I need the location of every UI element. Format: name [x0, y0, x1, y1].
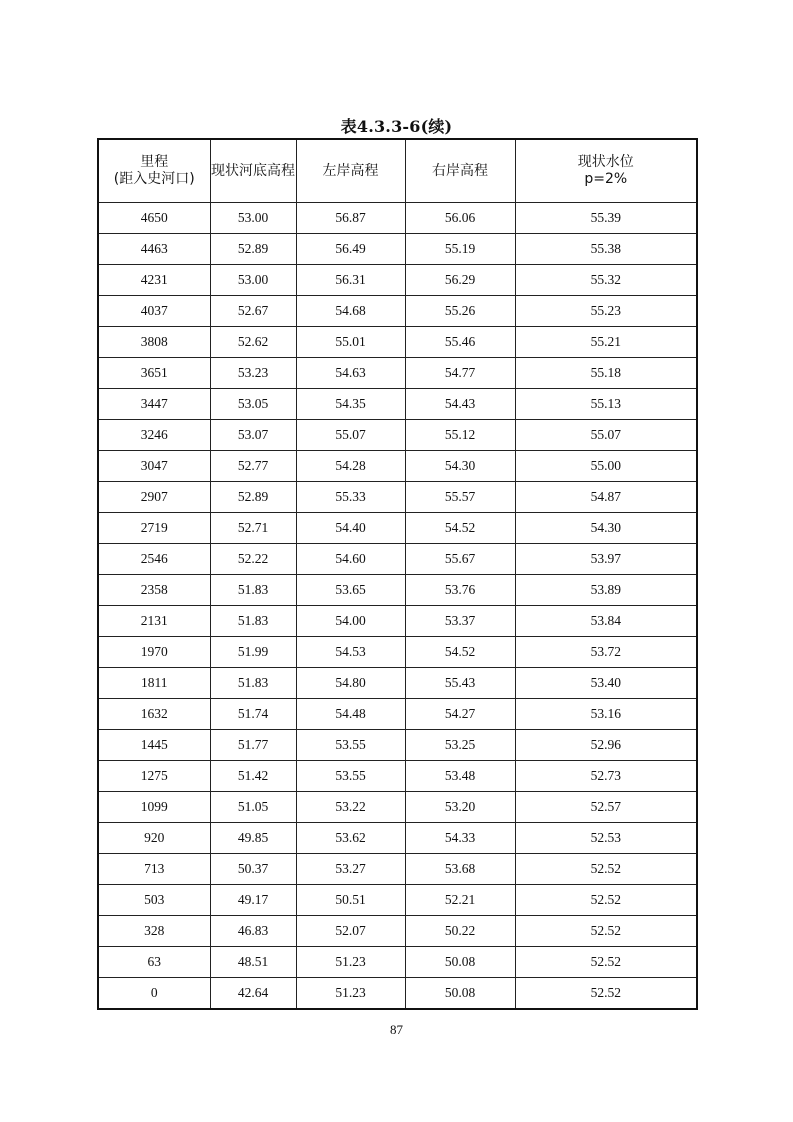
- cell-left-bank-elevation: 54.68: [296, 296, 405, 327]
- cell-water-level: 53.84: [515, 606, 697, 637]
- cell-riverbed-elevation: 53.00: [210, 203, 296, 234]
- cell-right-bank-elevation: 53.37: [405, 606, 515, 637]
- cell-riverbed-elevation: 46.83: [210, 916, 296, 947]
- cell-riverbed-elevation: 52.77: [210, 451, 296, 482]
- cell-water-level: 55.39: [515, 203, 697, 234]
- header-riverbed-elevation-label: 现状河底高程: [211, 162, 295, 179]
- cell-right-bank-elevation: 55.19: [405, 234, 515, 265]
- table-row: [98, 699, 697, 730]
- cell-left-bank-elevation: 54.60: [296, 544, 405, 575]
- cell-left-bank-elevation: 54.80: [296, 668, 405, 699]
- table-row: [98, 761, 697, 792]
- table-row: [98, 792, 697, 823]
- header-left-bank-elevation: [296, 139, 405, 203]
- cell-right-bank-elevation: 53.48: [405, 761, 515, 792]
- cell-right-bank-elevation: 55.12: [405, 420, 515, 451]
- cell-left-bank-elevation: 53.62: [296, 823, 405, 854]
- cell-left-bank-elevation: 56.31: [296, 265, 405, 296]
- cell-right-bank-elevation: 54.33: [405, 823, 515, 854]
- cell-riverbed-elevation: 51.77: [210, 730, 296, 761]
- cell-left-bank-elevation: 54.53: [296, 637, 405, 668]
- table-row: [98, 823, 697, 854]
- cell-mileage: 713: [98, 854, 210, 885]
- cell-mileage: 1275: [98, 761, 210, 792]
- cell-riverbed-elevation: 51.83: [210, 575, 296, 606]
- cell-right-bank-elevation: 50.08: [405, 978, 515, 1010]
- table-row: [98, 885, 697, 916]
- cell-mileage: 2358: [98, 575, 210, 606]
- cell-water-level: 52.53: [515, 823, 697, 854]
- cell-mileage: 0: [98, 978, 210, 1010]
- cell-left-bank-elevation: 56.87: [296, 203, 405, 234]
- table-row: [98, 482, 697, 513]
- cell-left-bank-elevation: 50.51: [296, 885, 405, 916]
- cell-water-level: 55.18: [515, 358, 697, 389]
- header-row: [98, 139, 697, 203]
- table-row: [98, 203, 697, 234]
- cell-mileage: 3246: [98, 420, 210, 451]
- cell-right-bank-elevation: 53.25: [405, 730, 515, 761]
- cell-left-bank-elevation: 54.35: [296, 389, 405, 420]
- cell-water-level: 52.52: [515, 978, 697, 1010]
- cell-mileage: 3808: [98, 327, 210, 358]
- cell-left-bank-elevation: 55.01: [296, 327, 405, 358]
- cell-right-bank-elevation: 55.26: [405, 296, 515, 327]
- table-row: [98, 575, 697, 606]
- cell-mileage: 2907: [98, 482, 210, 513]
- cell-right-bank-elevation: 54.30: [405, 451, 515, 482]
- page-number: 87: [390, 1022, 403, 1037]
- cell-right-bank-elevation: 53.20: [405, 792, 515, 823]
- table-row: [98, 637, 697, 668]
- cell-riverbed-elevation: 50.37: [210, 854, 296, 885]
- cell-riverbed-elevation: 52.62: [210, 327, 296, 358]
- cell-right-bank-elevation: 54.52: [405, 637, 515, 668]
- cell-riverbed-elevation: 51.42: [210, 761, 296, 792]
- cell-mileage: 920: [98, 823, 210, 854]
- cell-mileage: 4037: [98, 296, 210, 327]
- header-water-level-line2: p=2%: [584, 171, 628, 187]
- cell-mileage: 1099: [98, 792, 210, 823]
- cell-riverbed-elevation: 49.17: [210, 885, 296, 916]
- cell-right-bank-elevation: 56.29: [405, 265, 515, 296]
- cell-riverbed-elevation: 48.51: [210, 947, 296, 978]
- cell-left-bank-elevation: 55.33: [296, 482, 405, 513]
- cell-left-bank-elevation: 55.07: [296, 420, 405, 451]
- cell-riverbed-elevation: 53.00: [210, 265, 296, 296]
- cell-right-bank-elevation: 50.22: [405, 916, 515, 947]
- cell-right-bank-elevation: 52.21: [405, 885, 515, 916]
- cell-right-bank-elevation: 56.06: [405, 203, 515, 234]
- cell-water-level: 55.07: [515, 420, 697, 451]
- cell-riverbed-elevation: 52.22: [210, 544, 296, 575]
- table-row: [98, 668, 697, 699]
- cell-water-level: 53.16: [515, 699, 697, 730]
- cell-mileage: 1632: [98, 699, 210, 730]
- cell-water-level: 52.73: [515, 761, 697, 792]
- table-row: [98, 730, 697, 761]
- cell-left-bank-elevation: 54.00: [296, 606, 405, 637]
- cell-right-bank-elevation: 54.27: [405, 699, 515, 730]
- cell-water-level: 53.72: [515, 637, 697, 668]
- table-row: [98, 916, 697, 947]
- table-row: [98, 265, 697, 296]
- cell-left-bank-elevation: 52.07: [296, 916, 405, 947]
- cell-mileage: 4650: [98, 203, 210, 234]
- cell-left-bank-elevation: 53.22: [296, 792, 405, 823]
- cell-mileage: 1811: [98, 668, 210, 699]
- table-caption: 表4.3.3-6(续): [340, 117, 453, 136]
- cell-mileage: 2719: [98, 513, 210, 544]
- cell-left-bank-elevation: 53.55: [296, 761, 405, 792]
- header-riverbed-elevation: [210, 139, 296, 203]
- header-mileage-line1: 里程: [140, 154, 169, 170]
- cell-riverbed-elevation: 52.67: [210, 296, 296, 327]
- cell-mileage: 3447: [98, 389, 210, 420]
- table-header: [98, 139, 697, 203]
- elevation-table: [97, 138, 698, 1010]
- cell-water-level: 52.57: [515, 792, 697, 823]
- cell-riverbed-elevation: 42.64: [210, 978, 296, 1010]
- cell-left-bank-elevation: 51.23: [296, 978, 405, 1010]
- cell-water-level: 55.38: [515, 234, 697, 265]
- cell-mileage: 3651: [98, 358, 210, 389]
- cell-left-bank-elevation: 51.23: [296, 947, 405, 978]
- cell-right-bank-elevation: 55.43: [405, 668, 515, 699]
- cell-riverbed-elevation: 53.05: [210, 389, 296, 420]
- cell-water-level: 52.52: [515, 916, 697, 947]
- cell-water-level: 55.13: [515, 389, 697, 420]
- cell-riverbed-elevation: 52.89: [210, 482, 296, 513]
- header-right-bank-elevation: [405, 139, 515, 203]
- table-row: [98, 947, 697, 978]
- cell-water-level: 55.32: [515, 265, 697, 296]
- cell-left-bank-elevation: 53.65: [296, 575, 405, 606]
- table-row: [98, 451, 697, 482]
- header-left-bank-elevation-label: 左岸高程: [322, 162, 379, 179]
- cell-left-bank-elevation: 53.55: [296, 730, 405, 761]
- table-body: [98, 203, 697, 1010]
- table-row: [98, 234, 697, 265]
- table-row: [98, 978, 697, 1010]
- cell-left-bank-elevation: 54.40: [296, 513, 405, 544]
- table-row: [98, 854, 697, 885]
- table-row: [98, 606, 697, 637]
- table-row: [98, 296, 697, 327]
- cell-water-level: 53.89: [515, 575, 697, 606]
- cell-left-bank-elevation: 56.49: [296, 234, 405, 265]
- cell-water-level: 54.87: [515, 482, 697, 513]
- cell-mileage: 328: [98, 916, 210, 947]
- cell-mileage: 4231: [98, 265, 210, 296]
- cell-water-level: 55.00: [515, 451, 697, 482]
- cell-riverbed-elevation: 51.74: [210, 699, 296, 730]
- table-row: [98, 389, 697, 420]
- header-mileage-line2: (距入史河口): [113, 171, 195, 187]
- cell-riverbed-elevation: 53.23: [210, 358, 296, 389]
- cell-water-level: 55.23: [515, 296, 697, 327]
- table-row: [98, 513, 697, 544]
- cell-mileage: 503: [98, 885, 210, 916]
- table-row: [98, 420, 697, 451]
- cell-riverbed-elevation: 52.89: [210, 234, 296, 265]
- cell-riverbed-elevation: 51.83: [210, 606, 296, 637]
- table-row: [98, 544, 697, 575]
- cell-left-bank-elevation: 53.27: [296, 854, 405, 885]
- cell-mileage: 2131: [98, 606, 210, 637]
- cell-riverbed-elevation: 52.71: [210, 513, 296, 544]
- cell-mileage: 1445: [98, 730, 210, 761]
- cell-right-bank-elevation: 54.52: [405, 513, 515, 544]
- cell-water-level: 52.96: [515, 730, 697, 761]
- cell-mileage: 63: [98, 947, 210, 978]
- header-right-bank-elevation-label: 右岸高程: [432, 162, 488, 179]
- cell-water-level: 52.52: [515, 885, 697, 916]
- cell-riverbed-elevation: 51.99: [210, 637, 296, 668]
- cell-water-level: 52.52: [515, 947, 697, 978]
- cell-water-level: 53.40: [515, 668, 697, 699]
- cell-right-bank-elevation: 53.68: [405, 854, 515, 885]
- cell-riverbed-elevation: 53.07: [210, 420, 296, 451]
- cell-right-bank-elevation: 55.46: [405, 327, 515, 358]
- cell-riverbed-elevation: 51.83: [210, 668, 296, 699]
- cell-right-bank-elevation: 50.08: [405, 947, 515, 978]
- cell-mileage: 4463: [98, 234, 210, 265]
- cell-riverbed-elevation: 49.85: [210, 823, 296, 854]
- cell-right-bank-elevation: 53.76: [405, 575, 515, 606]
- cell-right-bank-elevation: 55.67: [405, 544, 515, 575]
- table-row: [98, 327, 697, 358]
- cell-right-bank-elevation: 54.43: [405, 389, 515, 420]
- header-mileage: [98, 139, 210, 203]
- table-row: [98, 358, 697, 389]
- cell-water-level: 52.52: [515, 854, 697, 885]
- cell-left-bank-elevation: 54.63: [296, 358, 405, 389]
- cell-mileage: 2546: [98, 544, 210, 575]
- cell-mileage: 1970: [98, 637, 210, 668]
- cell-left-bank-elevation: 54.48: [296, 699, 405, 730]
- cell-water-level: 55.21: [515, 327, 697, 358]
- cell-water-level: 53.97: [515, 544, 697, 575]
- header-water-level: [515, 139, 697, 203]
- cell-riverbed-elevation: 51.05: [210, 792, 296, 823]
- header-water-level-line1: 现状水位: [577, 154, 634, 170]
- cell-water-level: 54.30: [515, 513, 697, 544]
- cell-right-bank-elevation: 55.57: [405, 482, 515, 513]
- cell-right-bank-elevation: 54.77: [405, 358, 515, 389]
- cell-mileage: 3047: [98, 451, 210, 482]
- cell-left-bank-elevation: 54.28: [296, 451, 405, 482]
